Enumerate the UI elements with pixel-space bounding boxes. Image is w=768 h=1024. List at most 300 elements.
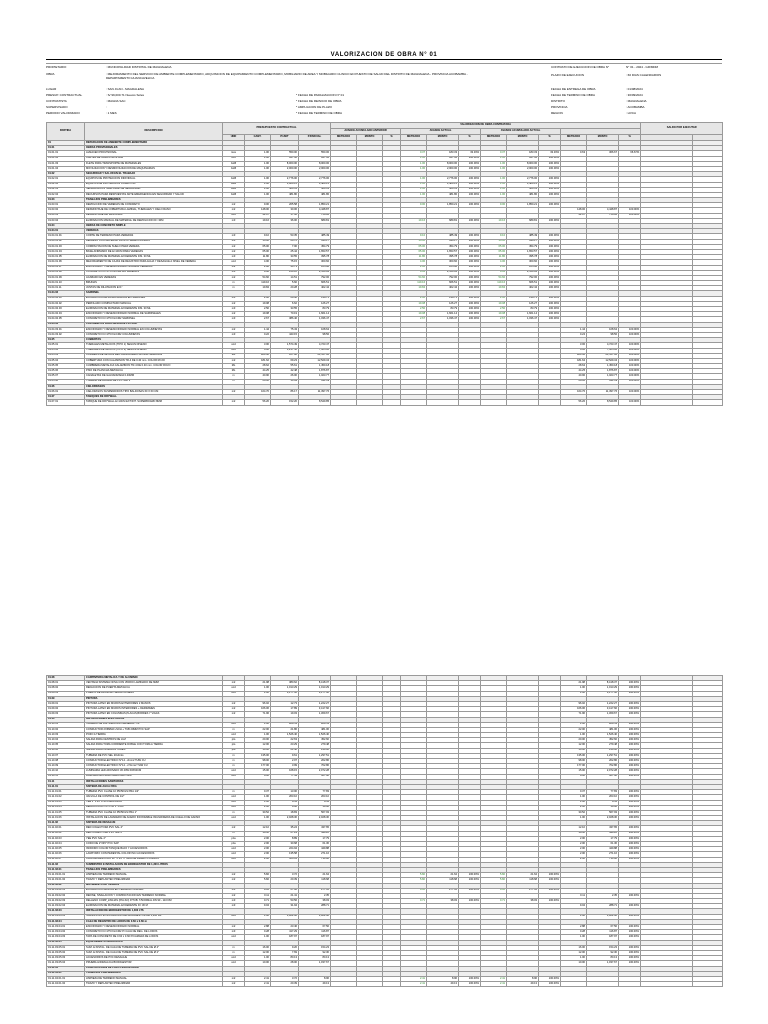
- cell-descripcion: CONCRETO FC=175 KG/CM2 COLUMNETAS: [85, 332, 223, 337]
- table-cell: 100.00%: [459, 234, 481, 239]
- cell-partida: 01.11.03.01: [47, 867, 85, 872]
- cell-partida: 01.10.03: [47, 733, 85, 738]
- col-act-metrado: METRADO: [401, 135, 427, 141]
- table-cell: 758.86: [587, 213, 619, 218]
- table-cell: GLB: [223, 161, 245, 166]
- table-cell: 17.79: [587, 836, 619, 841]
- table-cell: 181.62: [561, 358, 587, 363]
- table-cell: 202.86: [299, 759, 331, 764]
- cell-descripcion: COMPACTACION DE SUELO PARA VEREDA: [85, 244, 223, 249]
- table-cell: 80.13: [299, 956, 331, 961]
- cell-descripcion: SUM. E INSTAL. DE CAJA DE TUBERIA DE PVC SAL DE Ø 4": [85, 945, 223, 950]
- table-cell: 1.00: [245, 187, 271, 192]
- table-cell: 1,526.40: [271, 733, 299, 738]
- cell-partida: 01.04.03.02: [47, 332, 85, 337]
- table-cell: 100.00%: [459, 182, 481, 187]
- info-contrato-value: N° 01 - 2024 - GR/MDM: [626, 65, 659, 69]
- cell-descripcion: TUBERIA DE PVC SEL 20x3mts: [85, 753, 223, 758]
- table-cell: und: [223, 343, 245, 348]
- cell-partida: 01.05.01: [47, 343, 85, 348]
- table-cell: 8,549.85: [299, 400, 331, 405]
- table-cell: 1,484.15: [299, 182, 331, 187]
- info-distrito-value: : MAGDALENA: [626, 99, 647, 103]
- table-cell: 100.00%: [619, 701, 641, 706]
- table-cell: 19.08: [401, 301, 427, 306]
- cell-descripcion: SISTEMA DE AGUA FRIA: [85, 784, 223, 789]
- table-cell: 11.80: [401, 255, 427, 260]
- table-cell: 1.00: [245, 816, 271, 821]
- table-cell: 67.56: [299, 925, 331, 930]
- table-cell: 100.00%: [539, 177, 561, 182]
- table-cell: 100.00%: [619, 738, 641, 743]
- table-cell: 100.00%: [619, 343, 641, 348]
- table-cell: m2: [223, 244, 245, 249]
- table-cell: 9.95: [245, 888, 271, 893]
- cell-partida: 01.04.01.09: [47, 275, 85, 280]
- info-presupuesto-label: PRESUP. CONTRACTUAL: [46, 93, 83, 97]
- table-cell: 402.42: [427, 286, 459, 291]
- table-cell: 100.00%: [459, 239, 481, 244]
- table-cell: 395.78: [427, 255, 459, 260]
- cell-descripcion: SUMINISTRO E INSTALACION DE BIODIGESTOR DE 1,300 Lts: [85, 914, 223, 919]
- cell-partida: 01.11.03.01.02: [47, 878, 85, 883]
- table-cell: GLB: [223, 182, 245, 187]
- table-cell: 1.00: [481, 187, 507, 192]
- cell-descripcion: PUERTA DE ALUMINIO SEGUN DISEÑO: [85, 691, 223, 696]
- table-cell: 1.00: [245, 935, 271, 940]
- table-cell: 1,850.21: [507, 203, 539, 208]
- table-cell: 1.00: [245, 151, 271, 156]
- table-cell: m3: [223, 239, 245, 244]
- table-cell: 187.97: [587, 935, 619, 940]
- table-cell: 1,484.15: [427, 182, 459, 187]
- table-cell: 164.70: [561, 390, 587, 395]
- table-cell: 100.00%: [619, 722, 641, 727]
- cell-descripcion: CIELORASOS SUSPENDIDOS TIPO BALDOSAS 60 X 60 CM: [85, 390, 223, 395]
- table-cell: pto: [223, 748, 245, 753]
- table-cell: 550.00: [271, 151, 299, 156]
- cell-partida: 01.07: [47, 395, 85, 400]
- cell-descripcion: TABIQUE DE DRYWALL E=10CM EXT/INT. SUPERBOARD 8MM: [85, 400, 223, 405]
- table-cell: 100.00%: [539, 307, 561, 312]
- table-cell: 100.00%: [619, 950, 641, 955]
- table-cell: 1.00: [245, 691, 271, 696]
- col-act-monto: MONTO: [427, 135, 459, 141]
- cell-partida: 01.05: [47, 338, 85, 343]
- table-cell: 627.90: [299, 774, 331, 779]
- table-cell: 289.53: [299, 722, 331, 727]
- table-cell: 689.81: [299, 218, 331, 223]
- table-cell: und: [223, 805, 245, 810]
- table-cell: und: [223, 935, 245, 940]
- table-cell: 2.00: [561, 805, 587, 810]
- table-cell: 9.20: [271, 945, 299, 950]
- table-cell: 1,369.67: [587, 712, 619, 717]
- cell-partida: 01.04.01.02: [47, 239, 85, 244]
- cell-descripcion: SALIDA PARA TOMA CORRIENTE DOBLE CON TOMA A TIERRA: [85, 743, 223, 748]
- table-cell: 460.61: [271, 187, 299, 192]
- table-cell: 567.93: [299, 810, 331, 815]
- table-cell: 187.97: [299, 935, 331, 940]
- table-cell: 1.00: [561, 733, 587, 738]
- cell-descripcion: POZO A TIERRA: [85, 733, 223, 738]
- table-cell: 1,036.47: [299, 317, 331, 322]
- info-provincia-value: : ACOBAMBA: [626, 105, 645, 109]
- table-cell: [459, 400, 481, 405]
- cell-descripcion: CONDUCTOR ELECTRICO N°14 - 2mm2 THW CU: [85, 759, 223, 764]
- cell-descripcion: ENCOFRADO Y DESENCOFRADO NORMAL: [85, 925, 223, 930]
- cell-descripcion: ELIMINACION MANUAL DE MATERIAL DE DEMOLICION D= 30M: [85, 218, 223, 223]
- table-cell: 1,023.77: [299, 374, 331, 379]
- table-cell: 2.00: [561, 836, 587, 841]
- table-cell: 417.29: [271, 930, 299, 935]
- cell-descripcion: INSTALACION DE LAVADERO DE ACERO INOXIDABLE INC/GRIFERIA DE CUELLO DE GANSO: [85, 816, 223, 821]
- table-cell: 100.00%: [619, 810, 641, 815]
- cell-descripcion: ELIMINACION DE MATERIAL EXCEDENTE DIS. 30 ML: [85, 307, 223, 312]
- table-cell: [427, 400, 459, 405]
- table-cell: 100.00%: [619, 930, 641, 935]
- table-cell: m: [223, 379, 245, 384]
- cell-descripcion: EQUIPAMIENTO HIDRAULICO: [85, 940, 223, 945]
- table-cell: 3,177.66: [587, 691, 619, 696]
- table-cell: 2,000.00: [427, 166, 459, 171]
- cell-descripcion: CUMBRERA METALICA CALAMINON TR-4 DE 0.40 mm. COLOR ROJO: [85, 364, 223, 369]
- table-cell: 1,297.51: [587, 753, 619, 758]
- table-cell: 1.00: [245, 166, 271, 171]
- table-cell: m: [223, 759, 245, 764]
- table-cell: 1.00: [481, 182, 507, 187]
- cell-descripcion: CIELORRASOS: [85, 384, 223, 389]
- info-provincia-label: PROVINCIA: [551, 105, 568, 109]
- col-cant: CANT.: [245, 135, 271, 141]
- table-cell: 4,448.87: [299, 208, 331, 213]
- table-cell: 5.82: [245, 873, 271, 878]
- cell-partida: 01.10: [47, 717, 85, 722]
- table-cell: 19.08: [401, 312, 427, 317]
- table-cell: 19.84: [245, 286, 271, 291]
- table-cell: 8,549.85: [587, 400, 619, 405]
- cell-partida: 01.11.03.05: [47, 940, 85, 945]
- table-cell: 627.90: [587, 774, 619, 779]
- table-cell: 21,557.00: [299, 353, 331, 358]
- table-cell: m2: [223, 701, 245, 706]
- table-cell: 20.28: [271, 286, 299, 291]
- table-cell: 396.17: [427, 239, 459, 244]
- table-cell: 202.86: [587, 759, 619, 764]
- table-cell: 100.00%: [619, 831, 641, 836]
- cell-partida: 01.11.03.03.01: [47, 914, 85, 919]
- table-cell: 19.92: [299, 805, 331, 810]
- table-cell: 2.50: [401, 307, 427, 312]
- table-cell: 9.04: [561, 904, 587, 909]
- cell-descripcion: PINTURA LATEX EN MUROS EXTERIORES 2 MANOS: [85, 701, 223, 706]
- cell-descripcion: SALIDA PARA INTERRUPTORES: [85, 748, 223, 753]
- cell-partida: 01.11.01.04: [47, 805, 85, 810]
- table-cell: 1.00: [245, 956, 271, 961]
- table-cell: 0.37: [401, 151, 427, 156]
- table-cell: 2.00: [561, 857, 587, 862]
- table-cell: 11,397.76: [299, 390, 331, 395]
- cell-descripcion: OBRAS PROVISIONALES: [85, 146, 223, 151]
- table-cell: 100.00%: [539, 182, 561, 187]
- cell-partida: 01.03.02: [47, 208, 85, 213]
- table-cell: 1.00: [401, 177, 427, 182]
- table-cell: 138.75: [427, 296, 459, 301]
- table-cell: 100.00%: [619, 759, 641, 764]
- table-cell: und: [223, 816, 245, 821]
- table-cell: 380.62: [271, 681, 299, 686]
- table-cell: 1,653.57: [299, 249, 331, 254]
- table-cell: 8,418.37: [587, 681, 619, 686]
- table-cell: 65.00: [481, 249, 507, 254]
- cell-partida: 01.04.01.05: [47, 255, 85, 260]
- table-cell: 2.07: [271, 759, 299, 764]
- table-cell: 100.00%: [539, 203, 561, 208]
- table-cell: 100.00%: [539, 275, 561, 280]
- cell-partida: 01.04.01.01: [47, 234, 85, 239]
- table-cell: [401, 400, 427, 405]
- cell-partida: 01.09.02: [47, 707, 85, 712]
- table-cell: 119.16: [481, 281, 507, 286]
- table-cell: 1,850.21: [299, 203, 331, 208]
- table-cell: 100.00%: [619, 358, 641, 363]
- table-cell: 460.61: [427, 187, 459, 192]
- table-cell: 100.00%: [539, 878, 561, 883]
- cell-partida: 01.11.04.01.02: [47, 982, 85, 987]
- cell-descripcion: TRAZO Y REPLANTEO PRELIMINAR: [85, 982, 223, 987]
- table-cell: 1,037.67: [299, 961, 331, 966]
- table-cell: 689.81: [507, 218, 539, 223]
- table-cell: 98.50: [587, 332, 619, 337]
- table-cell: 1,876.87: [587, 369, 619, 374]
- table-cell: 224.94: [271, 847, 299, 852]
- table-cell: ML: [223, 353, 245, 358]
- table-cell: 0.37: [245, 790, 271, 795]
- cell-partida: 01.05.06: [47, 369, 85, 374]
- table-cell: 1,222.27: [587, 701, 619, 706]
- table-cell: 100.00%: [539, 260, 561, 265]
- table-cell: und: [223, 686, 245, 691]
- table-cell: 1,661.14: [299, 312, 331, 317]
- table-cell: 1,484.15: [271, 182, 299, 187]
- cell-descripcion: TABLERO DE DISTRIBUCION GENERAL T.G.: [85, 722, 223, 727]
- table-cell: 288.71: [299, 904, 331, 909]
- table-cell: 279.48: [587, 743, 619, 748]
- table-cell: 19.03: [271, 712, 299, 717]
- table-cell: 126.27: [507, 301, 539, 306]
- table-cell: 83.79: [427, 307, 459, 312]
- col-descripcion: DESCRIPCION: [85, 123, 223, 141]
- table-cell: m2: [223, 312, 245, 317]
- table-cell: 28.62: [561, 364, 587, 369]
- table-cell: 11,397.76: [587, 390, 619, 395]
- table-cell: [357, 982, 383, 987]
- cell-partida: 01.04.01.03: [47, 244, 85, 249]
- table-cell: 36.00: [271, 218, 299, 223]
- table-cell: 100.00%: [619, 893, 641, 898]
- table-row: [47, 982, 723, 987]
- cell-descripcion: LIMPIEZA DE TERRENO MANUAL: [85, 976, 223, 981]
- table-cell: 666.51: [507, 281, 539, 286]
- cell-partida: 01.05.03: [47, 353, 85, 358]
- table-cell: 154.23: [587, 945, 619, 950]
- table-cell: GLB: [223, 187, 245, 192]
- table-cell: 2.67: [481, 317, 507, 322]
- cell-partida: 01.11.03.01.01: [47, 873, 85, 878]
- table-cell: 19.08: [245, 301, 271, 306]
- table-cell: 135.00: [561, 753, 587, 758]
- info-obra-value: : MEJORAMIENTO DEL SERVICIO DE AMBIENTE COMPLEMENTARIO, ADQUISICION DE EQUIPAMIENTO COMPLEMENTARIO, MOBILIARIO DE AREA Y MOBILIARIO CLINICO EN PUESTO DE SALUD DEL DISTRITO DE MAGDALENA - PROVINCIA ACOBAMBA - DEPARTAMENTO HUANCAVELICA: [106, 72, 468, 80]
- cell-descripcion: EXCAVACION MANUAL EN TERRENO NORMAL: [85, 888, 223, 893]
- table-cell: 69.23: [271, 358, 299, 363]
- info-region-value: : HVCA: [626, 111, 637, 115]
- table-cell: 1.00: [245, 686, 271, 691]
- table-cell: 1,850.21: [427, 203, 459, 208]
- cell-descripcion: PERFILADO COMPACTADO MANUAL: [85, 301, 223, 306]
- table-cell: 0.22: [561, 332, 587, 337]
- cell-descripcion: LAMPARA ADOSADO REDONDO 18W: [85, 774, 223, 779]
- table-cell: [693, 400, 723, 405]
- table-cell: m3: [223, 930, 245, 935]
- cell-partida: 01.05.07: [47, 374, 85, 379]
- table-cell: m2: [223, 712, 245, 717]
- table-cell: 283.60: [245, 353, 271, 358]
- table-cell: 100.00%: [539, 317, 561, 322]
- table-cell: 30.06: [271, 208, 299, 213]
- table-cell: 38.03: [507, 899, 539, 904]
- table-cell: 22.00: [561, 727, 587, 732]
- table-cell: 1.00: [561, 722, 587, 727]
- table-cell: 10.00: [245, 748, 271, 753]
- table-cell: 283.60: [561, 353, 587, 358]
- table-cell: m: [223, 764, 245, 769]
- table-cell: 100.00%: [539, 982, 561, 987]
- cell-partida: 01.01.04: [47, 166, 85, 171]
- table-cell: 33.33%: [539, 151, 561, 156]
- cell-descripcion: BRUÑAS: [85, 281, 223, 286]
- table-cell: und: [223, 800, 245, 805]
- table-cell: 481.80: [271, 192, 299, 197]
- table-cell: 100.00%: [619, 857, 641, 862]
- cell-partida: 01.11.02.01: [47, 826, 85, 831]
- table-cell: 454.79: [427, 244, 459, 249]
- cell-descripcion: PINTURA: [85, 696, 223, 701]
- table-cell: 23.46: [271, 925, 299, 930]
- table-cell: 100.00%: [459, 161, 481, 166]
- table-cell: 1.00: [561, 691, 587, 696]
- table-cell: 1.00: [401, 156, 427, 161]
- table-cell: 44.25: [561, 369, 587, 374]
- cell-partida: 01.04.03.01: [47, 327, 85, 332]
- cell-descripcion: BASE AFIRMADO DE E=10CM PARA VEREDAS: [85, 249, 223, 254]
- table-cell: pza: [223, 842, 245, 847]
- table-cell: 177.00: [561, 764, 587, 769]
- table-cell: 10.00: [561, 961, 587, 966]
- table-cell: 9.00: [401, 203, 427, 208]
- table-cell: 100.00%: [619, 805, 641, 810]
- cell-descripcion: SEGURIDAD Y SALUD EN EL TRABAJO: [85, 172, 223, 177]
- table-cell: 54.60: [245, 275, 271, 280]
- table-cell: 100.00%: [619, 774, 641, 779]
- table-cell: m3: [223, 234, 245, 239]
- table-cell: 100.00%: [619, 327, 641, 332]
- table-cell: 100.00%: [619, 686, 641, 691]
- table-cell: 183.33: [507, 151, 539, 156]
- table-cell: m: [223, 790, 245, 795]
- cell-descripcion: ENCOFRADO Y DESENCOFRADO NORMAL EN COLUMNETAS: [85, 327, 223, 332]
- table-cell: m2: [223, 203, 245, 208]
- table-cell: 100.00%: [619, 795, 641, 800]
- table-cell: m2: [223, 400, 245, 405]
- table-cell: und: [223, 348, 245, 353]
- table-cell: 8.41: [271, 800, 299, 805]
- cell-partida: 01.03.03: [47, 213, 85, 218]
- table-cell: [331, 982, 357, 987]
- cell-descripcion: TIJERALES METALICOS (TIPO 1) SEGUN DISEÑO: [85, 343, 223, 348]
- col-punit: P.UNIT: [271, 135, 299, 141]
- cell-descripcion: OBRAS DE CONCRETO SIMPLE: [85, 224, 223, 229]
- table-cell: 100.00%: [539, 888, 561, 893]
- info-lugar-label: LUGAR: [46, 87, 57, 91]
- table-cell: 83.79: [299, 307, 331, 312]
- table-cell: 15.00: [245, 769, 271, 774]
- table-cell: 92.30: [587, 950, 619, 955]
- table-cell: 1.44: [561, 327, 587, 332]
- table-cell: 1.00: [245, 914, 271, 919]
- table-cell: 183.33: [427, 151, 459, 156]
- table-cell: GLB: [223, 177, 245, 182]
- col-pparcial: P.PARCIAL: [299, 135, 331, 141]
- cell-descripcion: INSTALACIONES SANITARIAS: [85, 779, 223, 784]
- table-cell: 65.00: [245, 244, 271, 249]
- cell-partida: 01.11.03.05.04: [47, 961, 85, 966]
- table-cell: 8,000.00: [271, 161, 299, 166]
- table-cell: 0.63: [561, 151, 587, 156]
- table-cell: 138.75: [299, 296, 331, 301]
- table-cell: 3.00: [245, 343, 271, 348]
- table-cell: 67.56: [587, 925, 619, 930]
- table-cell: 1.00: [481, 156, 507, 161]
- table-cell: 100.00%: [459, 166, 481, 171]
- table-cell: 733.82: [587, 857, 619, 862]
- table-cell: 1,023.77: [587, 374, 619, 379]
- info-ampliacion: * AMPLIACION DE PLAZO: [296, 105, 333, 109]
- table-cell: 7,305.00: [299, 348, 331, 353]
- table-cell: 0.11: [245, 893, 271, 898]
- table-cell: 100.00%: [619, 945, 641, 950]
- table-cell: 1,484.15: [507, 182, 539, 187]
- table-cell: 1.00: [245, 192, 271, 197]
- table-cell: 13.99: [271, 379, 299, 384]
- table-cell: [383, 982, 401, 987]
- table-cell: 550.00: [299, 151, 331, 156]
- cell-partida: 01.04.02.01: [47, 296, 85, 301]
- table-cell: 21.40: [271, 748, 299, 753]
- table-cell: 9.10: [401, 234, 427, 239]
- table-cell: m2: [223, 982, 245, 987]
- table-cell: 164.70: [245, 390, 271, 395]
- table-cell: 19.08: [481, 312, 507, 317]
- info-periodo-label: PERIODO VALORIZADO: [46, 111, 80, 115]
- table-cell: 2,776.00: [299, 177, 331, 182]
- table-cell: 9.00: [245, 203, 271, 208]
- table-cell: 2.00: [401, 296, 427, 301]
- table-cell: 100.00%: [539, 161, 561, 166]
- cell-partida: 01.11.01.02: [47, 795, 85, 800]
- table-cell: 214.00: [587, 748, 619, 753]
- table-cell: m: [223, 281, 245, 286]
- table-cell: 8.96: [299, 976, 331, 981]
